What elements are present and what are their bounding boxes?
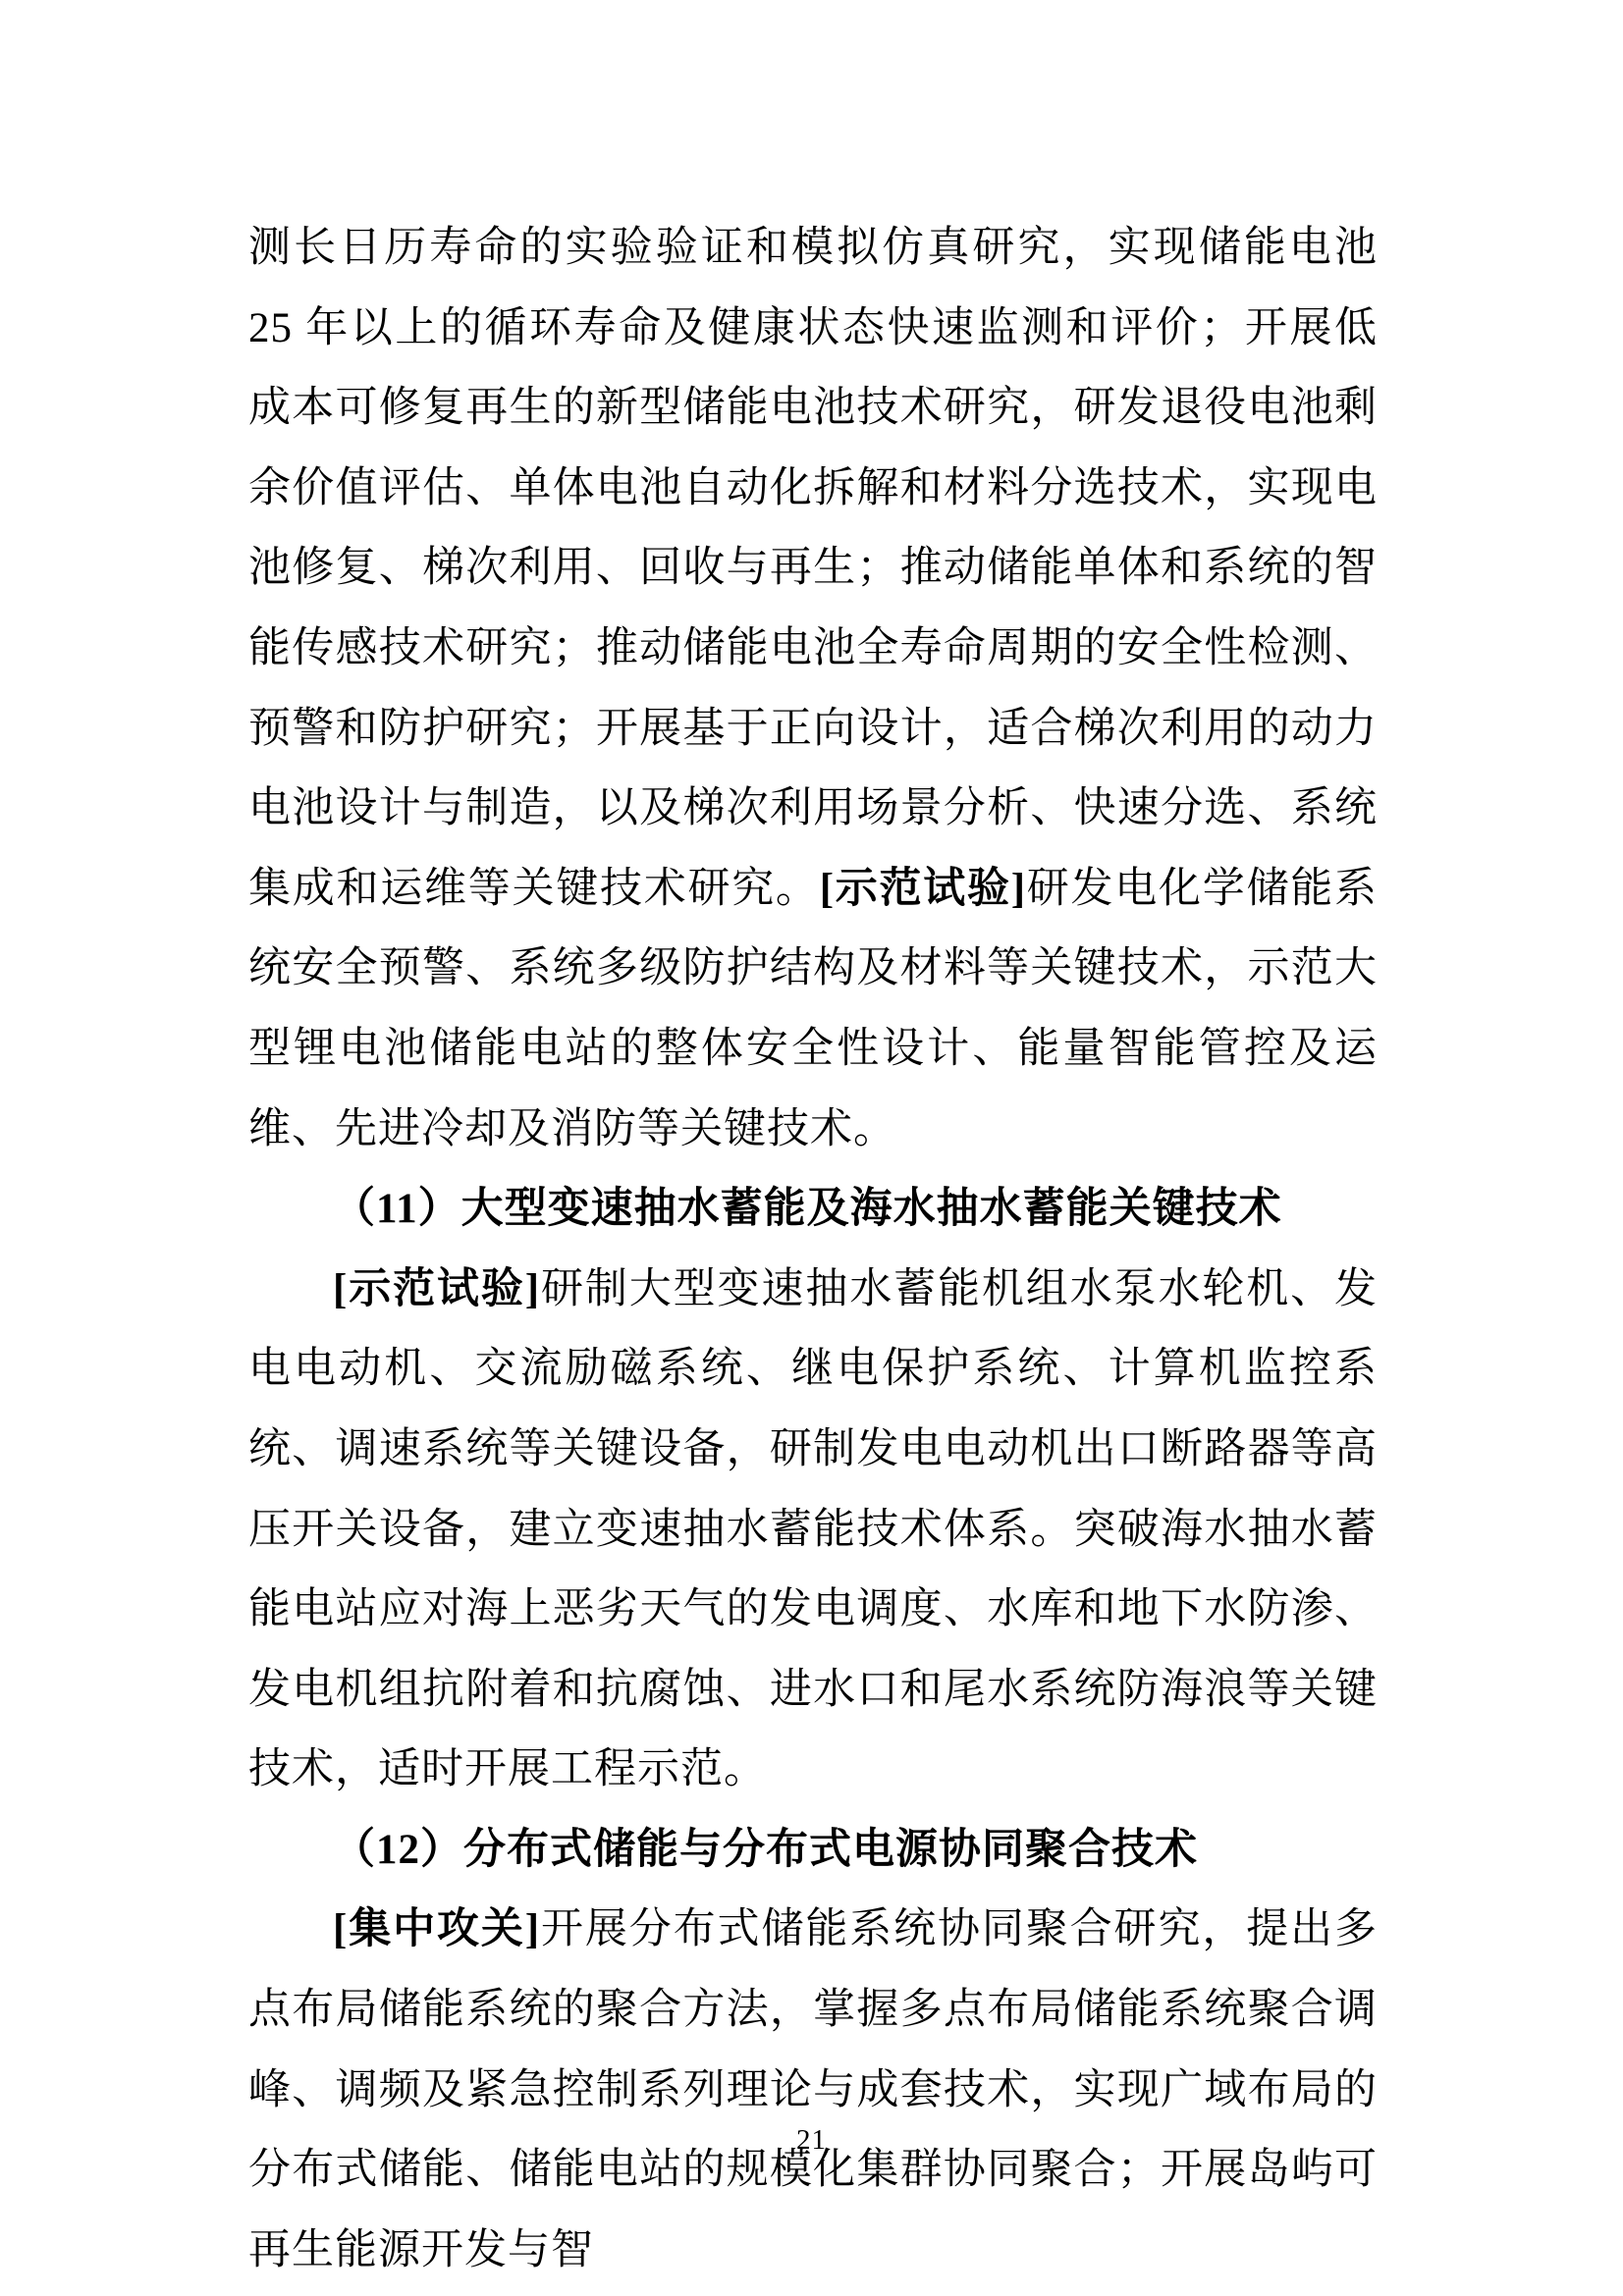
page-footer	[0, 2123, 1623, 2157]
body-text: 研制大型变速抽水蓄能机组水泵水轮机、发电电动机、交流励磁系统、继电保护系统、计算机监控系统、调速系统等关键设备，研制发电电动机出口断路器等高压开关设备，建立变速抽水蓄能技术体系。突破海水抽水蓄能电站应对海上恶劣天气的发电调度、水库和地下水防渗、发电机组抗附着和抗腐蚀、进水口和尾水系统防海浪等关键技术，适时开展工程示范。	[248, 1265, 1379, 1793]
paragraph-energy-storage-battery-continued	[248, 208, 1378, 1169]
demo-test-marker: [示范试验]	[333, 1265, 541, 1312]
concentrated-research-marker: [集中攻关]	[333, 1906, 541, 1953]
page-number: 21	[796, 2124, 827, 2156]
heading-item-12	[248, 1810, 1378, 1891]
heading-item-11	[248, 1169, 1378, 1250]
body-text: 测长日历寿命的实验验证和模拟仿真研究，实现储能电池 25 年以上的循环寿命及健康状态快速监测和评价；开展低成本可修复再生的新型储能电池技术研究，研发退役电池剩余价值评估、单体电池自动化拆解和材料分选技术，实现电池修复、梯次利用、回收与再生；推动储能单体和系统的智能传感技术研究；推动储能电池全寿命周期的安全性检测、预警和防护研究；开展基于正向设计，适合梯次利用的动力电池设计与制造，以及梯次利用场景分析、快速分选、系统集成和运维等关键技术研究。	[248, 225, 1378, 912]
body-text: 研发电化学储能系统安全预警、系统多级防护结构及材料等关键技术，示范大型锂电池储能电站的整体安全性设计、能量智能管控及运维、先进冷却及消防等关键技术。	[248, 865, 1379, 1152]
paragraph-item-12-body	[248, 1890, 1378, 2290]
body-text: 开展分布式储能系统协同聚合研究，提出多点布局储能系统的聚合方法，掌握多点布局储能系统聚合调峰、调频及紧急控制系列理论与成套技术，实现广域布局的分布式储能、储能电站的规模化集群协同聚合；开展岛屿可再生能源开发与智	[248, 1906, 1379, 2273]
text-block	[248, 208, 1378, 2290]
heading-text: （11）大型变速抽水蓄能及海水抽水蓄能关键技术	[333, 1186, 1282, 1233]
paragraph-item-11-body	[248, 1250, 1378, 1810]
heading-text: （12）分布式储能与分布式电源协同聚合技术	[333, 1826, 1198, 1873]
demo-test-marker: [示范试验]	[819, 865, 1027, 912]
